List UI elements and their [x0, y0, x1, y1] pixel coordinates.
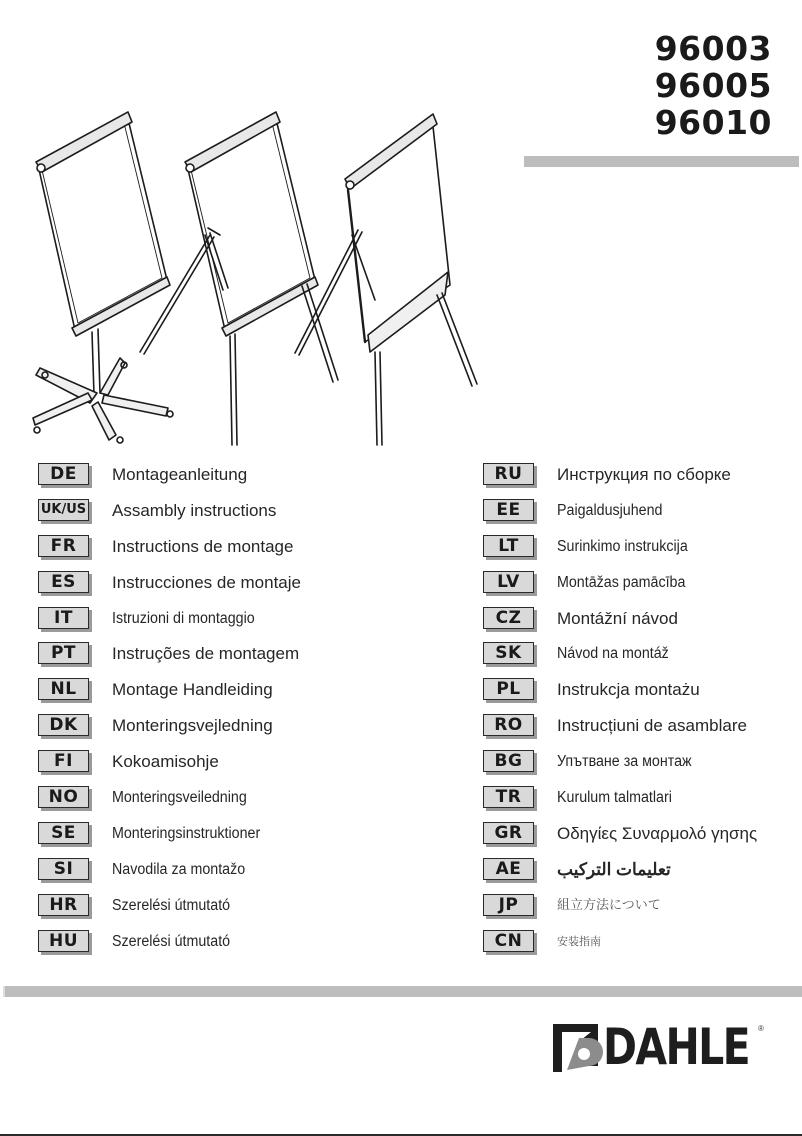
language-label: Paigaldusjuhend — [557, 501, 663, 519]
language-row-dk — [38, 714, 301, 750]
language-label: Szerelési útmutató — [112, 896, 231, 914]
language-code-badge: SI — [38, 858, 89, 880]
language-label: Montageanleitung — [112, 465, 248, 484]
language-row-ro — [483, 714, 757, 750]
language-row-se — [38, 822, 301, 858]
language-label: 組立方法について — [557, 897, 661, 913]
language-row-fr — [38, 535, 301, 571]
language-label: Istruzioni di montaggio — [112, 609, 255, 627]
language-list-right — [483, 463, 757, 965]
language-label: Monteringsveiledning — [112, 789, 247, 807]
language-label: Инструкция по сборке — [557, 465, 731, 484]
language-code-badge: JP — [483, 894, 534, 916]
language-row-cz — [483, 607, 757, 643]
language-code-badge: NL — [38, 678, 89, 700]
language-label: Montāžas pamācība — [557, 573, 686, 591]
language-label: Instructions de montage — [112, 536, 294, 556]
flipchart-tripod-paper-icon — [295, 114, 477, 445]
language-code-badge: FR — [38, 535, 89, 557]
language-label: Kokoamisohje — [112, 752, 219, 772]
language-row-sk — [483, 642, 757, 678]
brand-name: DAHLE — [603, 1018, 750, 1076]
language-code-badge: DE — [38, 463, 89, 485]
model-number: 96010 — [654, 103, 772, 142]
language-code-badge: LT — [483, 535, 534, 557]
language-label: Navodila za montažo — [112, 860, 246, 878]
language-code-badge: GR — [483, 822, 534, 844]
language-label: Οδηγίες Συναρμολό γησης — [557, 823, 758, 843]
language-row-si — [38, 858, 301, 894]
language-row-uk-us — [38, 499, 301, 535]
language-row-no — [38, 786, 301, 822]
language-row-hr — [38, 894, 301, 930]
registered-mark: ® — [758, 1024, 764, 1033]
language-row-fi — [38, 750, 301, 786]
language-label: Monteringsvejledning — [112, 716, 273, 736]
language-label: Instrucțiuni de asamblare — [557, 716, 747, 736]
language-label: تعليمات التركيب — [557, 859, 671, 879]
language-row-nl — [38, 678, 301, 714]
language-code-badge: HR — [38, 894, 89, 916]
language-row-bg — [483, 750, 757, 786]
language-row-lv — [483, 571, 757, 607]
dahle-logo-mark-icon — [553, 1024, 603, 1072]
language-code-badge: NO — [38, 786, 89, 808]
header-divider-bar — [524, 156, 799, 167]
language-label: Instrucciones de montaje — [112, 572, 301, 592]
language-label: Monteringsinstruktioner — [112, 824, 261, 842]
language-code-badge: PT — [38, 642, 89, 664]
language-row-gr — [483, 822, 757, 858]
language-label: Montage Handleiding — [112, 680, 273, 700]
footer-divider-bar — [3, 986, 802, 997]
language-row-hu — [38, 930, 301, 966]
language-code-badge: HU — [38, 930, 89, 952]
language-code-badge: CN — [483, 930, 534, 952]
language-row-cn — [483, 930, 757, 966]
language-row-tr — [483, 786, 757, 822]
model-numbers — [655, 30, 772, 141]
language-row-ru — [483, 463, 757, 499]
language-code-badge: UK/US — [38, 499, 89, 521]
language-code-badge: AE — [483, 858, 534, 880]
dahle-logo — [553, 1018, 768, 1076]
language-row-de — [38, 463, 301, 499]
language-code-badge: RO — [483, 714, 534, 736]
language-code-badge: PL — [483, 678, 534, 700]
language-code-badge: BG — [483, 750, 534, 772]
language-code-badge: LV — [483, 571, 534, 593]
language-row-pt — [38, 642, 301, 678]
flipchart-illustration — [20, 90, 480, 450]
flipchart-mobile-icon — [33, 112, 173, 443]
language-label: Surinkimo instrukcija — [557, 537, 688, 555]
language-label: Kurulum talmatlari — [557, 789, 672, 807]
language-row-lt — [483, 535, 757, 571]
language-label: Návod na montáž — [557, 645, 669, 663]
language-code-badge: RU — [483, 463, 534, 485]
language-code-badge: FI — [38, 750, 89, 772]
language-row-es — [38, 571, 301, 607]
language-row-it — [38, 607, 301, 643]
language-code-badge: IT — [38, 607, 89, 629]
language-code-badge: DK — [38, 714, 89, 736]
language-label: Instruções de montagem — [112, 644, 300, 664]
language-list-left — [38, 463, 301, 965]
language-code-badge: CZ — [483, 607, 534, 629]
language-label: Szerelési útmutató — [112, 932, 231, 950]
language-row-pl — [483, 678, 757, 714]
language-row-jp — [483, 894, 757, 930]
language-label: 安装指南 — [557, 934, 601, 948]
model-number: 96003 — [654, 29, 772, 68]
language-label: Instrukcja montażu — [557, 680, 700, 700]
language-code-badge: SE — [38, 822, 89, 844]
language-label: Упътване за монтаж — [557, 753, 692, 771]
language-label: Assambly instructions — [112, 500, 277, 520]
flipchart-tripod-icon — [140, 112, 338, 445]
model-number: 96005 — [654, 66, 772, 105]
language-code-badge: ES — [38, 571, 89, 593]
language-label: Montážní návod — [557, 608, 678, 628]
language-code-badge: TR — [483, 786, 534, 808]
language-row-ee — [483, 499, 757, 535]
language-code-badge: EE — [483, 499, 534, 521]
language-row-ae — [483, 858, 757, 894]
language-code-badge: SK — [483, 642, 534, 664]
